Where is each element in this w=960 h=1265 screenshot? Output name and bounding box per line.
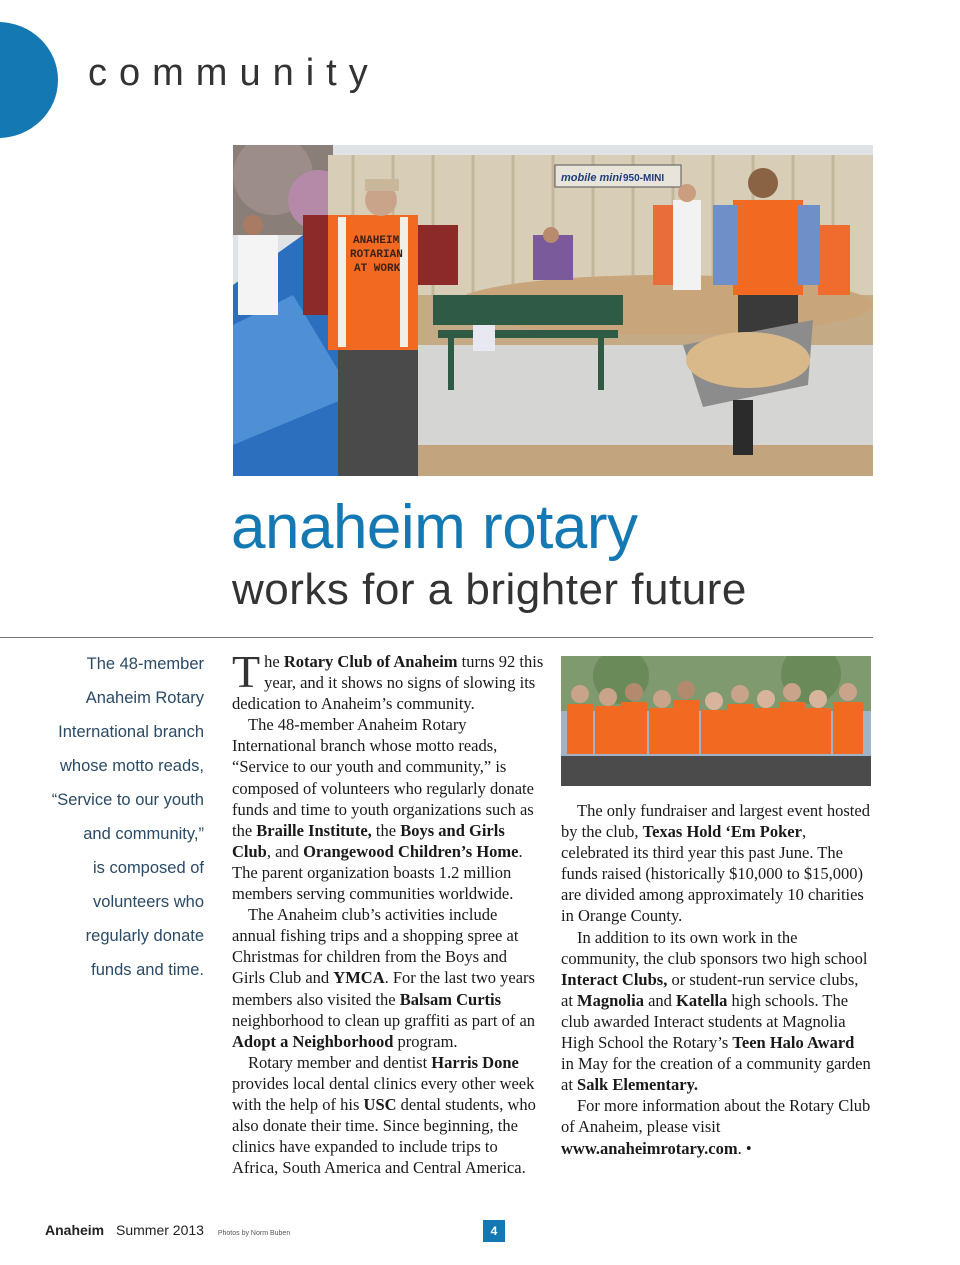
pull-quote-line: The 48-member — [86, 655, 204, 673]
vest-text-line-1: ANAHEIM — [353, 235, 400, 247]
article-paragraph — [561, 1095, 871, 1158]
bold-text-run: www.anaheimrotary.com — [561, 1138, 738, 1158]
article-column-1 — [232, 646, 544, 1178]
pull-quote-line: and community,” — [83, 825, 204, 843]
text-run: The only fundraiser and largest event hosted by the club, — [561, 801, 870, 842]
page-footer — [45, 1222, 290, 1238]
footer-magazine-name: Anaheim — [45, 1222, 105, 1238]
bold-text-run: Braille Institute, — [256, 820, 372, 840]
pull-quote-line: regularly donate — [85, 927, 204, 945]
bold-text-run: Salk Elementary. — [577, 1075, 699, 1095]
bold-text-run: Boys and Girls Club — [232, 820, 505, 861]
bold-text-run: Orangewood Children’s Home — [303, 841, 519, 861]
article-paragraph — [232, 1052, 544, 1179]
sign-number-text: 950-MINI — [623, 173, 665, 184]
bold-text-run: Adopt a Neighborhood — [232, 1031, 394, 1051]
text-run: in May for the creation of a community garden at — [561, 1054, 871, 1095]
text-run: turns 92 this year, and it shows no signs of slowing its dedication to Anaheim’s community. — [232, 652, 544, 714]
text-run: Rotary member and dentist — [248, 1052, 432, 1072]
text-run: The Anaheim club’s activities include annual fishing trips and a shopping spree at Christmas for children from the Boys and Girls Club and — [232, 905, 519, 988]
footer-issue: Summer 2013 — [116, 1222, 204, 1238]
pull-quote-line: International branch — [58, 723, 204, 741]
text-run: and — [643, 990, 677, 1010]
text-run: the — [371, 820, 401, 840]
pull-quote-line: Anaheim Rotary — [85, 689, 204, 707]
text-run: dental students, who also donate their time. Since beginning, the clinics have expanded to include trips to Africa, South America and Central America. — [232, 1094, 536, 1178]
article-paragraph — [561, 800, 871, 927]
bold-text-run: Rotary Club of Anaheim — [283, 652, 458, 671]
headline-divider — [0, 637, 873, 638]
bold-text-run: Interact Clubs, — [561, 969, 668, 989]
pull-quote — [40, 647, 204, 987]
page-number: 4 — [483, 1220, 505, 1242]
text-run: . The parent organization boasts 1.2 million members serving communities worldwide. — [232, 841, 523, 904]
text-run: program. — [393, 1031, 458, 1051]
text-run: or student-run service clubs, at — [561, 969, 859, 1010]
pull-quote-line: volunteers who — [93, 893, 204, 911]
pull-quote-line: whose motto reads, — [60, 757, 204, 775]
bold-text-run: Magnolia — [577, 990, 644, 1010]
text-run: For more information about the Rotary Club of Anaheim, please visit — [561, 1096, 871, 1137]
text-run: In addition to its own work in the community, the club sponsors two high school — [561, 927, 868, 968]
drop-cap: T — [232, 646, 261, 697]
pull-quote-line: is composed of — [93, 859, 204, 877]
text-run: neighborhood to clean up graffiti as part of an — [232, 1010, 536, 1030]
section-label: community — [88, 52, 380, 94]
article-paragraph — [561, 927, 871, 1096]
sign-brand-text: mobile mini — [561, 172, 623, 184]
bold-text-run: USC — [363, 1094, 397, 1114]
article-paragraph — [232, 714, 544, 904]
text-run: , and — [266, 841, 304, 861]
bold-text-run: Harris Done — [431, 1052, 519, 1072]
bold-text-run: Texas Hold ‘Em Poker — [642, 822, 802, 842]
vest-text-line-3: AT WORK — [354, 263, 401, 275]
bold-text-run: Teen Halo Award — [732, 1033, 855, 1053]
text-run: . • — [737, 1138, 752, 1158]
text-run: , celebrated its third year this past June. The funds raised (historically $10,000 to $15,000) are divided among approximately 10 charities in Orange County. — [561, 822, 864, 926]
bold-text-run: Balsam Curtis — [399, 989, 502, 1009]
pull-quote-line: “Service to our youth — [51, 791, 204, 809]
bold-text-run: YMCA — [333, 968, 385, 988]
article-column-2 — [561, 800, 871, 1159]
bold-text-run: Katella — [676, 990, 728, 1010]
article-headline: anaheim rotary — [231, 493, 638, 562]
footer-photo-credit: Photos by Norm Buben — [217, 1230, 291, 1237]
main-photo — [233, 145, 873, 476]
article-paragraph — [232, 904, 544, 1052]
vest-text-line-2: ROTARIAN — [350, 249, 403, 261]
section-marker-dot — [0, 22, 58, 138]
article-paragraph — [232, 646, 544, 714]
group-photo — [561, 656, 871, 786]
text-run: high schools. The club awarded Interact students at Magnolia High School the Rotary’s — [561, 990, 849, 1053]
pull-quote-line: funds and time. — [91, 961, 204, 979]
text-run: he — [264, 652, 284, 671]
text-run: provides local dental clinics every other week with the help of his — [232, 1073, 535, 1114]
text-run: The 48-member Anaheim Rotary International branch whose motto reads, “Service to our youth and community,” is composed of volunteers who regularly donate funds and time to youth organizations such as the — [232, 715, 534, 840]
text-run: . For the last two years members also visited the — [232, 968, 535, 1009]
article-subheadline: works for a brighter future — [232, 565, 747, 614]
